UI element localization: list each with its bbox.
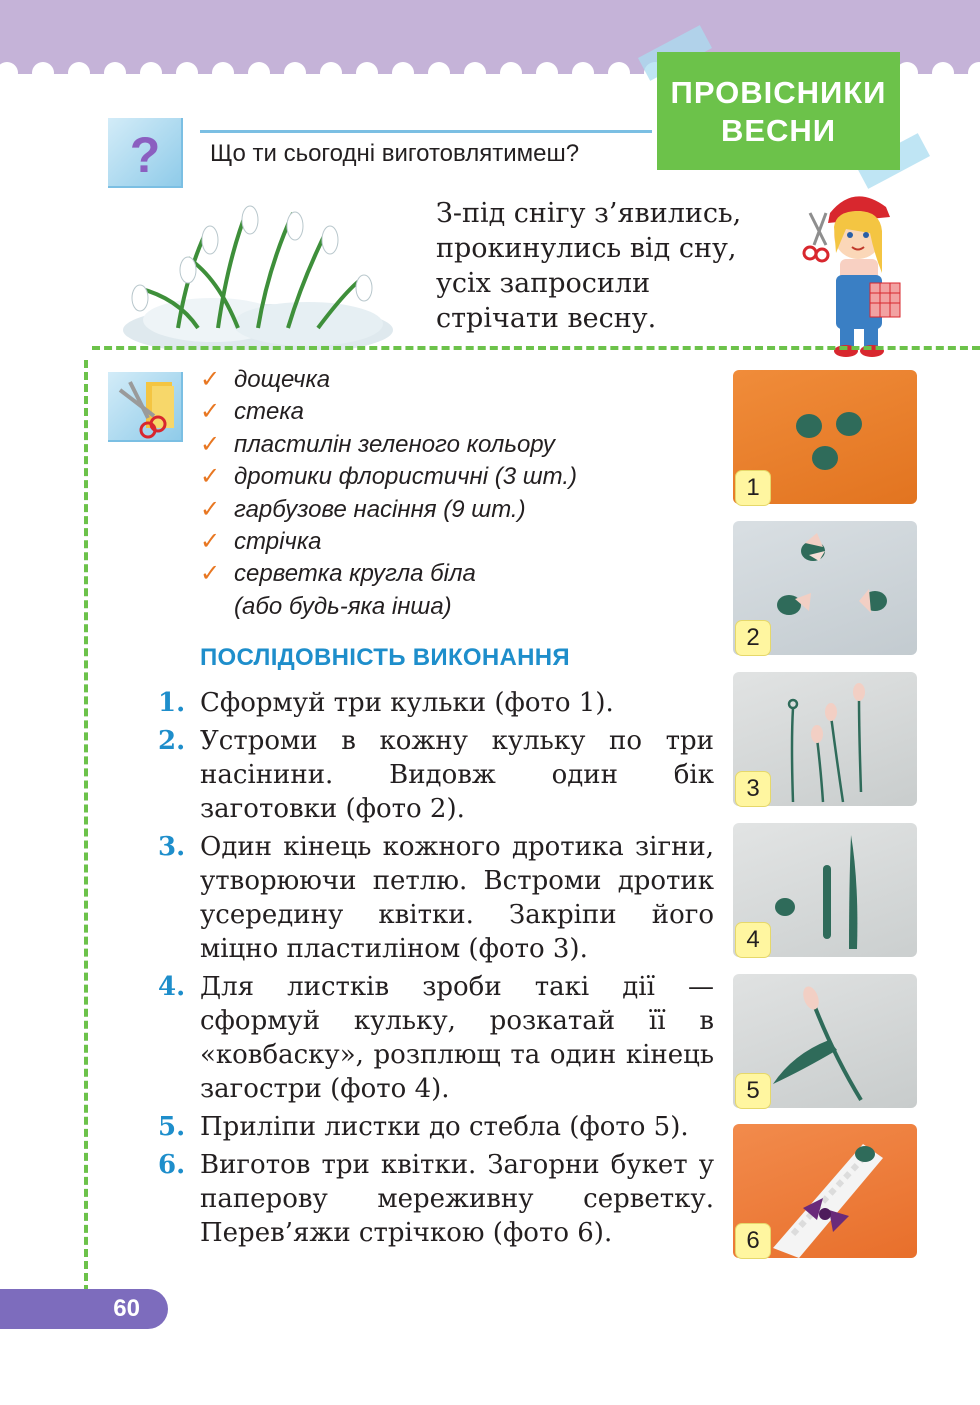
step-number: 2. <box>158 726 186 756</box>
decorative-dot <box>32 62 54 84</box>
materials-list <box>200 364 577 623</box>
materials-item <box>200 396 577 428</box>
procedure-step <box>158 724 714 826</box>
checkmark-icon: ✓ <box>200 430 221 458</box>
materials-item <box>200 364 577 396</box>
materials-item-label: дощечка <box>234 366 331 393</box>
materials-item-label: дротики флористичні (3 шт.) <box>234 463 578 491</box>
materials-item-label: серветка кругла біла <box>234 560 476 588</box>
dashed-margin <box>84 360 88 1305</box>
materials-item-label: гарбузове насіння (9 шт.) <box>234 495 526 523</box>
decorative-dot <box>500 62 522 84</box>
checkmark-icon: ✓ <box>200 560 221 588</box>
photo-label: 1 <box>735 470 771 506</box>
decorative-dot <box>248 62 270 84</box>
materials-item-note <box>200 591 577 623</box>
checkmark-icon: ✓ <box>200 528 221 556</box>
step-number: 4. <box>158 972 186 1002</box>
poem-line: прокинулись від сну, <box>436 233 737 264</box>
procedure-step <box>158 1110 714 1144</box>
photo-label: 4 <box>735 922 771 958</box>
snowdrops-illustration <box>118 188 396 350</box>
materials-item-label: стека <box>234 398 305 426</box>
decorative-dot <box>0 62 18 84</box>
girl-character-illustration <box>800 183 908 359</box>
decorative-dot <box>536 62 558 84</box>
photo-label: 6 <box>735 1223 771 1259</box>
decorative-dot <box>932 62 954 84</box>
procedure-title: ПОСЛІДОВНІСТЬ ВИКОНАННЯ <box>200 644 570 671</box>
materials-item-label: стрічка <box>234 528 322 556</box>
materials-item <box>200 461 577 493</box>
lesson-title <box>657 52 900 170</box>
poem-line: усіх запросили <box>436 268 651 299</box>
checkmark-icon: ✓ <box>200 398 221 426</box>
decorative-dot <box>356 62 378 84</box>
materials-item <box>200 558 577 590</box>
materials-item <box>200 494 577 526</box>
step-text: Сформуй три кульки (фото 1). <box>200 688 614 718</box>
photo-label: 3 <box>735 771 771 807</box>
step-number: 3. <box>158 832 186 862</box>
decorative-dot <box>392 62 414 84</box>
dashed-divider <box>92 346 980 350</box>
decorative-dot <box>104 62 126 84</box>
decorative-dot <box>320 62 342 84</box>
decorative-dot <box>608 62 630 84</box>
page-number: 60 <box>0 1289 168 1329</box>
procedure-step <box>158 686 714 720</box>
decorative-dot <box>968 62 980 84</box>
decorative-dot <box>464 62 486 84</box>
tools-icon <box>108 372 183 442</box>
decorative-dot <box>212 62 234 84</box>
poem-line: З-під снігу з’явились, <box>436 198 742 229</box>
procedure-step <box>158 1148 714 1250</box>
step-text: Для листків зроби такі дії — сформуй кульку, розкатай її в «ковбаску», розплющ та один кінець загостри (фото 4). <box>200 972 714 1104</box>
procedure-steps <box>158 686 714 1254</box>
step-number: 5. <box>158 1112 186 1142</box>
decorative-dot <box>284 62 306 84</box>
materials-item <box>200 429 577 461</box>
checkmark-icon: ✓ <box>200 366 221 393</box>
decorative-dot <box>176 62 198 84</box>
question-underline <box>200 130 652 133</box>
step-number: 1. <box>158 688 186 718</box>
materials-note-label: (або будь-яка інша) <box>234 592 452 620</box>
materials-item-label: пластилін зеленого кольору <box>234 430 555 458</box>
step-text: Приліпи листки до стебла (фото 5). <box>200 1112 689 1142</box>
step-text: Виготов три квітки. Загорни букет у паперову мереживну серветку. Перев’яжи стрічкою (фото 6). <box>200 1150 714 1248</box>
step-text: Один кінець кожного дротика зігни, утворюючи петлю. Встроми дротик усередину квітки. Закріпи його міцно пластиліном (фото 3). <box>200 832 714 964</box>
step-text: Устроми в кожну кульку по три насінини. Видовж один бік заготовки (фото 2). <box>200 726 714 824</box>
decorative-dot <box>140 62 162 84</box>
photo-label: 2 <box>735 620 771 656</box>
photo-label: 5 <box>735 1073 771 1109</box>
procedure-step <box>158 970 714 1106</box>
materials-item <box>200 526 577 558</box>
poem-line: стрічати весну. <box>436 303 657 334</box>
lesson-title-line-1: ПРОВІСНИКИ <box>670 75 887 110</box>
checkmark-icon: ✓ <box>200 495 221 523</box>
step-number: 6. <box>158 1150 186 1180</box>
decorative-dot <box>572 62 594 84</box>
lesson-title-line-2: ВЕСНИ <box>720 113 837 148</box>
decorative-dot <box>428 62 450 84</box>
question-text: Що ти сьогодні виготовлятимеш? <box>210 140 580 167</box>
decorative-dot <box>68 62 90 84</box>
checkmark-icon: ✓ <box>200 463 221 491</box>
poem <box>436 196 741 336</box>
question-mark-icon: ? <box>108 118 183 188</box>
procedure-step <box>158 830 714 966</box>
